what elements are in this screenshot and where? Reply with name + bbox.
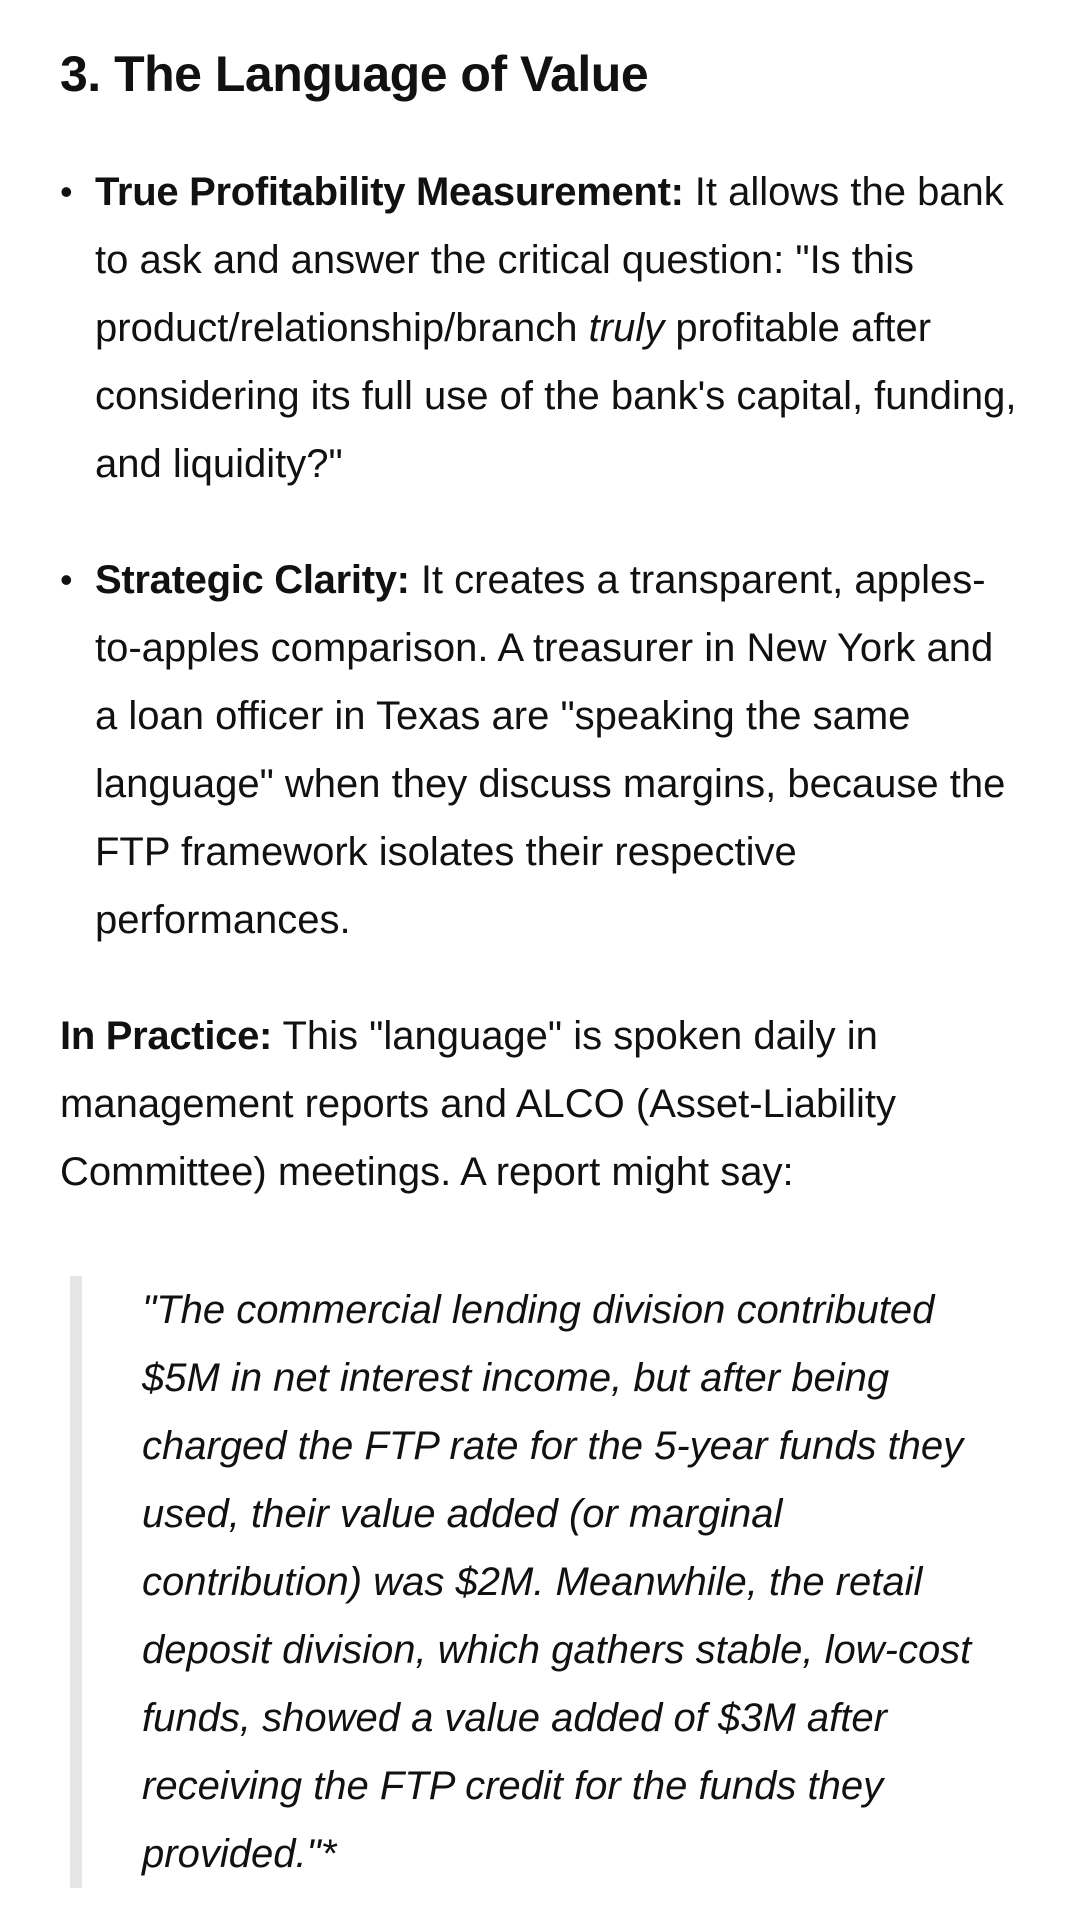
in-practice-paragraph [60, 1002, 1020, 1206]
bullet-text: It creates a transparent, apples-to-apples comparison. A treasurer in New York and a loan officer in Texas are "speaking the same language" when they discuss margins, because the FTP framework isolates their respective performances. [95, 558, 1006, 942]
bullet-text: It allows the bank to ask and answer the critical question: "Is this product/relationship/branch [95, 170, 1004, 350]
bullet-emphasis: truly [588, 306, 665, 350]
bullet-item-profitability [60, 158, 1020, 498]
practice-label: In Practice: [60, 1014, 273, 1058]
bullet-label: Strategic Clarity: [95, 558, 410, 602]
bullet-dot-icon: • [60, 171, 73, 212]
bullet-list [60, 158, 1020, 954]
quote-text: "The commercial lending division contributed $5M in net interest income, but after being charged the FTP rate for the 5-year funds they used, their value added (or marginal contribution) was $2M. Meanwhile, the retail deposit division, which gathers stable, low-cost funds, showed a value added of $3M after receiving the FTP credit for the funds they provided."* [142, 1288, 972, 1876]
bullet-dot-icon: • [60, 559, 73, 600]
practice-text: This "language" is spoken daily in management reports and ALCO (Asset-Liability Committee) meetings. A report might say: [60, 1014, 896, 1194]
report-blockquote [70, 1276, 975, 1888]
bullet-item-strategic-clarity [60, 546, 1020, 954]
section-heading: 3. The Language of Value [60, 46, 649, 102]
bullet-label: True Profitability Measurement: [95, 170, 684, 214]
bullet-text: profitable after considering its full use of the bank's capital, funding, and liquidity?" [95, 306, 1017, 486]
